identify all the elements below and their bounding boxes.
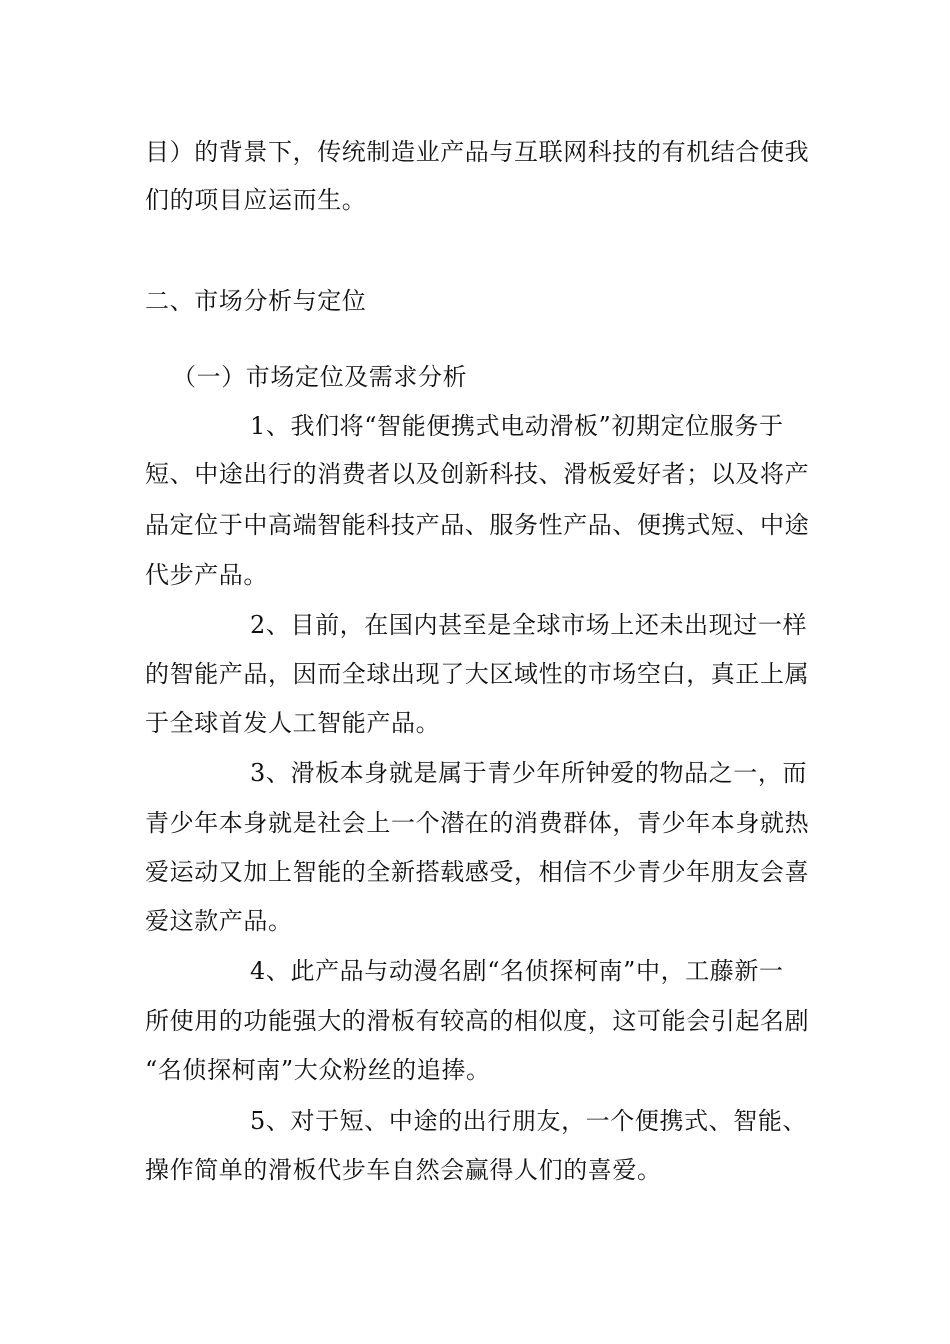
section-heading: 二、市场分析与定位 — [145, 287, 367, 315]
item-3-line: 3、滑板本身就是属于青少年所钟爱的物品之一，而 — [250, 759, 808, 787]
item-1-line: 品定位于中高端智能科技产品、服务性产品、便携式短、中途 — [145, 511, 810, 539]
item-5-line: 操作简单的滑板代步车自然会赢得人们的喜爱。 — [145, 1156, 662, 1184]
item-3-line: 爱运动又加上智能的全新搭载感受，相信不少青少年朋友会喜 — [145, 858, 810, 886]
item-1-line: 代步产品。 — [145, 561, 268, 589]
item-4-line: 4、此产品与动漫名剧“名侦探柯南”中，工藤新一 — [250, 957, 784, 985]
item-1-line: 1、我们将“智能便携式电动滑板”初期定位服务于 — [250, 412, 784, 440]
item-4-line: “名侦探柯南”大众粉丝的追捧。 — [145, 1056, 491, 1084]
item-2-line: 2、目前，在国内甚至是全球市场上还未出现过一样 — [250, 611, 808, 639]
item-2-line: 的智能产品，因而全球出现了大区域性的市场空白，真正上属 — [145, 660, 810, 688]
subsection-heading: （一）市场定位及需求分析 — [172, 363, 468, 391]
intro-line: 们的项目应运而生。 — [145, 186, 367, 214]
item-5-line: 5、对于短、中途的出行朋友，一个便携式、智能、 — [250, 1107, 808, 1135]
item-3-line: 爱这款产品。 — [145, 907, 293, 935]
intro-line: 目）的背景下，传统制造业产品与互联网科技的有机结合使我 — [145, 138, 810, 166]
item-4-line: 所使用的功能强大的滑板有较高的相似度，这可能会引起名剧 — [145, 1007, 810, 1035]
item-1-line: 短、中途出行的消费者以及创新科技、滑板爱好者；以及将产 — [145, 460, 810, 488]
item-3-line: 青少年本身就是社会上一个潜在的消费群体，青少年本身就热 — [145, 809, 810, 837]
item-2-line: 于全球首发人工智能产品。 — [145, 709, 441, 737]
